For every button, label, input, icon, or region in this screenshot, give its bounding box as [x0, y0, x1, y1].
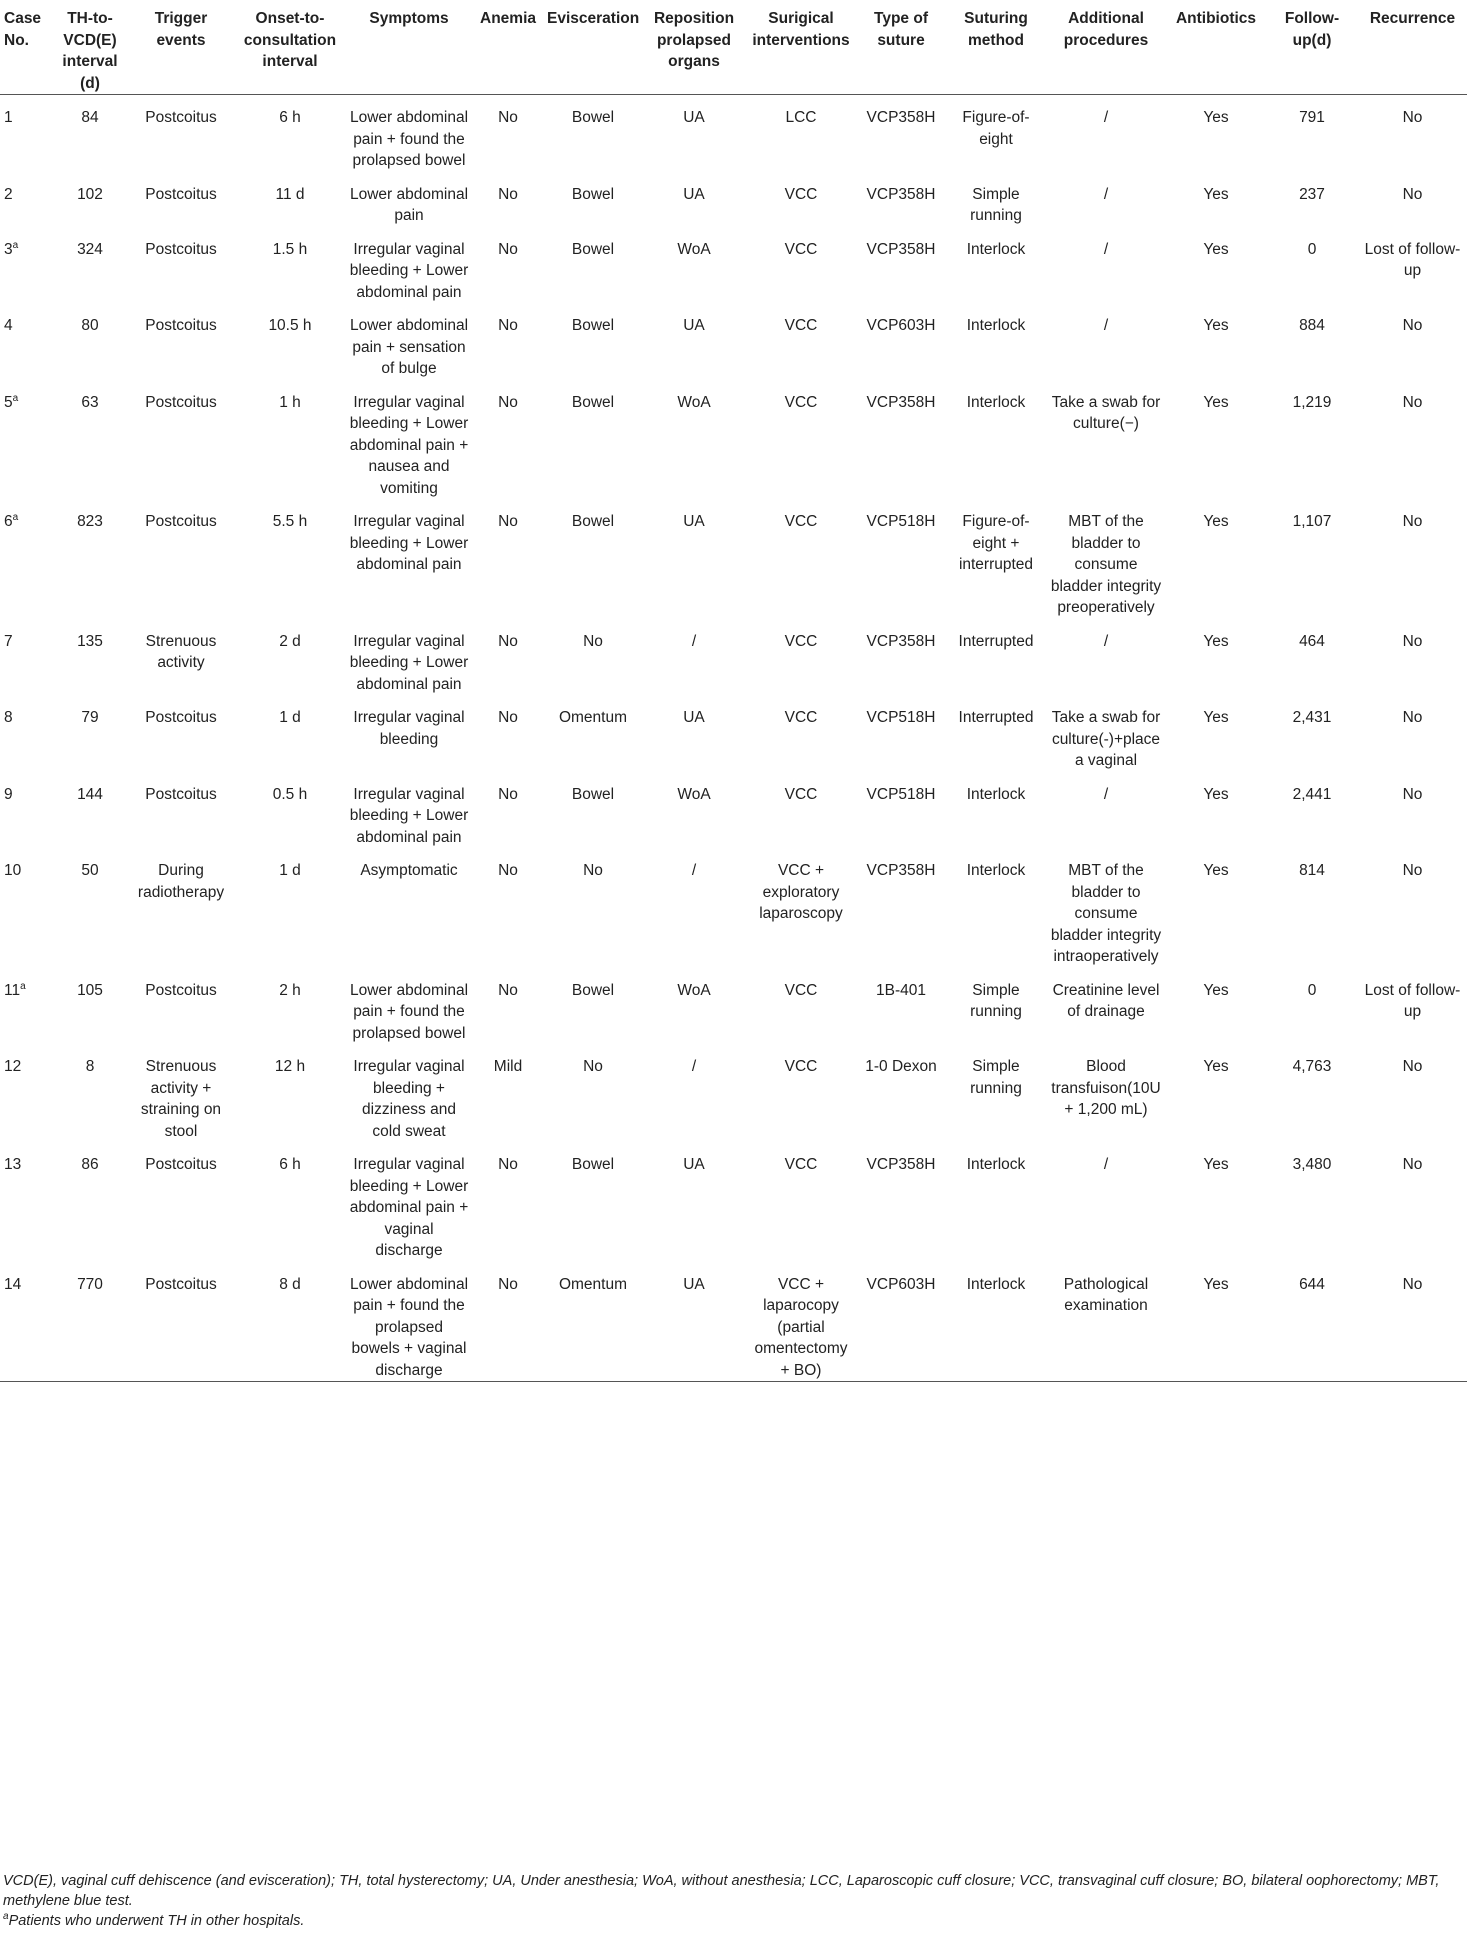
case-number-cell	[0, 172, 52, 227]
table-cell: Lower abdominal pain + found the prolapsed bowels + vaginal discharge	[346, 1262, 472, 1382]
column-header: Follow-up(d)	[1266, 0, 1358, 95]
table-cell: Bowel	[571, 513, 615, 530]
column-header: Onset-to-consultation interval	[234, 0, 346, 95]
superscript-mark: a	[12, 511, 19, 523]
table-cell: 50	[81, 862, 99, 879]
table-cell: Postcoitus	[145, 317, 217, 334]
table-cell: Postcoitus	[145, 393, 217, 411]
header-row	[0, 0, 1467, 95]
table-cell: 4,763	[1292, 1058, 1332, 1075]
table-cell: 6 h	[279, 109, 301, 126]
table-cell: 2,431	[1292, 709, 1332, 726]
table-cell: 102	[77, 185, 103, 203]
case-number: 14	[4, 1275, 22, 1293]
abbreviations-note: VCD(E), vaginal cuff dehiscence (and evisceration); TH, total hysterectomy; UA, Under anesthesia; WoA, without anesthesia; LCC, Laparoscopic cuff closure; VCC, transvaginal cuff closure; BO, bilateral oophorectomy; MBT, methylene blue test.	[3, 1873, 1440, 1909]
column-header: Reposition prolapsed organs	[642, 0, 746, 95]
table-cell: UA	[683, 185, 705, 203]
table-cell: WoA	[677, 393, 711, 411]
table-cell: Interlock	[966, 317, 1026, 334]
table-cell: 814	[1299, 862, 1325, 879]
table-cell: Yes	[1203, 785, 1229, 803]
table-cell: Simple running	[970, 1058, 1022, 1097]
table-cell: /	[1103, 632, 1109, 650]
table-cell: 86	[81, 1156, 99, 1173]
table-cell: WoA	[677, 785, 711, 803]
table-cell: No	[1402, 109, 1423, 126]
table-cell: Bowel	[571, 981, 615, 999]
case-number: 10	[4, 862, 22, 879]
superscript-mark: a	[12, 392, 19, 404]
table-cell: 823	[77, 513, 103, 530]
table-cell: UA	[683, 513, 705, 530]
table-cell: 5.5 h	[272, 513, 308, 530]
table-cell: No	[1402, 632, 1423, 650]
table-cell: Omentum	[558, 709, 628, 726]
table-cell: UA	[683, 709, 705, 726]
table-row	[0, 772, 1467, 849]
column-header: Suturing method	[946, 0, 1046, 95]
table-row	[0, 303, 1467, 380]
table-cell: VCC	[784, 632, 818, 650]
table-cell: Yes	[1203, 862, 1229, 879]
table-cell: /	[691, 1058, 697, 1075]
table-cell: Interlock	[966, 862, 1026, 879]
table-row	[0, 380, 1467, 500]
table-cell: /	[1103, 1156, 1109, 1173]
case-number: 9	[4, 785, 13, 803]
table-cell: No	[472, 1262, 544, 1382]
table-cell: 1 h	[279, 393, 301, 411]
table-cell: UA	[683, 109, 705, 126]
table-cell: Yes	[1203, 240, 1229, 258]
table-cell: /	[1103, 109, 1109, 126]
table-cell: Yes	[1203, 109, 1229, 126]
table-cell: Irregular vaginal bleeding + Lower abdominal pain + vaginal discharge	[349, 1156, 469, 1259]
table-cell: 105	[77, 981, 103, 999]
table-cell: Irregular vaginal bleeding + Lower abdominal pain	[349, 240, 469, 301]
table-cell: 464	[1299, 632, 1325, 650]
table-cell: No	[498, 709, 518, 726]
table-cell: No	[1402, 709, 1423, 726]
table-cell: Irregular vaginal bleeding + dizziness and cold sweat	[353, 1058, 465, 1140]
table-row	[0, 848, 1467, 968]
table-cell: Bowel	[571, 185, 615, 203]
case-number: 1	[4, 109, 13, 126]
table-cell: VCP358H	[866, 185, 936, 203]
case-number-cell	[0, 380, 52, 500]
table-cell: No	[1402, 513, 1423, 530]
table-cell: 10.5 h	[268, 317, 312, 334]
superscript-mark: a	[3, 1911, 9, 1923]
table-cell: Yes	[1166, 1262, 1266, 1382]
table-cell: UA	[642, 1262, 746, 1382]
table-cell: 644	[1266, 1262, 1358, 1382]
table-cell: Interlock	[966, 393, 1026, 411]
table-cell: 79	[81, 709, 99, 726]
table-cell: Bowel	[571, 240, 615, 258]
table-cell: 1B-401	[876, 981, 926, 999]
column-header: Anemia	[472, 0, 544, 95]
table-cell: VCC + laparocopy (partial omentectomy + BO)	[746, 1262, 856, 1382]
table-cell: Bowel	[571, 317, 615, 334]
column-header: Trigger events	[128, 0, 234, 95]
column-header: Type of suture	[856, 0, 946, 95]
table-cell: Figure-of-eight + interrupted	[958, 513, 1034, 573]
case-number-cell	[0, 848, 52, 968]
case-number-cell	[0, 1262, 52, 1382]
table-cell: WoA	[677, 981, 711, 999]
table-cell: Simple running	[970, 981, 1022, 1020]
table-cell: 8	[85, 1058, 95, 1075]
table-cell: 6 h	[279, 1156, 301, 1173]
column-header: Evisceration	[544, 0, 642, 95]
column-header: Additional procedures	[1046, 0, 1166, 95]
column-header: Antibiotics	[1166, 0, 1266, 95]
column-header: Case No.	[0, 0, 52, 95]
table-cell: No	[1358, 1262, 1467, 1382]
table-cell: Postcoitus	[145, 513, 217, 530]
table-row	[0, 619, 1467, 696]
table-cell: Irregular vaginal bleeding	[353, 709, 465, 748]
table-cell: VCP603H	[856, 1262, 946, 1382]
table-cell: Lower abdominal pain	[349, 185, 469, 224]
table-cell: /	[1103, 240, 1109, 258]
table-cell: 1-0 Dexon	[865, 1058, 937, 1075]
table-cell: Yes	[1203, 632, 1229, 650]
case-number: 11	[4, 981, 21, 999]
case-number-cell	[0, 95, 52, 172]
table-cell: During radiotherapy	[137, 862, 225, 901]
column-header: Symptoms	[346, 0, 472, 95]
table-cell: MBT of the bladder to consume bladder integrity preoperatively	[1050, 513, 1162, 616]
table-cell: Interlock	[946, 1262, 1046, 1382]
table-row	[0, 1142, 1467, 1262]
table-cell: 84	[81, 109, 99, 126]
table-cell: VCC	[784, 709, 818, 726]
table-cell: No	[498, 109, 518, 126]
table-cell: 1,219	[1292, 393, 1332, 411]
table-cell: VCP518H	[866, 513, 936, 530]
table-cell: 1.5 h	[272, 240, 308, 258]
table-cell: /	[691, 862, 697, 879]
table-cell: /	[1103, 785, 1109, 803]
table-cell: VCC + exploratory laparoscopy	[759, 862, 843, 922]
table-cell: Mild	[493, 1058, 523, 1075]
table-cell: No	[1402, 393, 1423, 411]
table-cell: VCC	[784, 317, 818, 334]
table-cell: 1 d	[279, 709, 301, 726]
table-cell: UA	[683, 317, 705, 334]
table-cell: No	[498, 785, 518, 803]
case-number-cell	[0, 1044, 52, 1142]
table-row	[0, 968, 1467, 1045]
table-cell: Strenuous activity + straining on stool	[140, 1058, 222, 1140]
table-cell: No	[498, 240, 518, 258]
table-cell: No	[498, 513, 518, 530]
case-number: 6	[4, 513, 13, 530]
table-cell: 0.5 h	[272, 785, 308, 803]
table-cell: Postcoitus	[145, 981, 217, 999]
table-row	[0, 499, 1467, 619]
superscript-mark: a	[20, 980, 26, 992]
table-cell: Yes	[1203, 513, 1229, 530]
table-cell: Postcoitus	[145, 709, 217, 726]
table-cell: 8 d	[234, 1262, 346, 1382]
table-row	[0, 695, 1467, 772]
table-cell: 144	[77, 785, 103, 803]
table-cell: VCC	[784, 785, 818, 803]
table-row	[0, 1262, 1467, 1382]
table-cell: 2 h	[279, 981, 301, 999]
table-cell: Lower abdominal pain + found the prolapsed bowel	[349, 981, 469, 1042]
table-cell: Strenuous activity	[145, 632, 217, 671]
table-cell: No	[1402, 185, 1423, 203]
table-cell: Pathological examination	[1046, 1262, 1166, 1382]
table-cell: Omentum	[544, 1262, 642, 1382]
table-cell: /	[691, 632, 697, 650]
case-number-cell	[0, 695, 52, 772]
case-number-cell	[0, 968, 52, 1045]
table-cell: WoA	[677, 240, 711, 258]
table-cell: LCC	[785, 109, 817, 126]
table-cell: Interlock	[966, 1156, 1026, 1173]
table-cell: Postcoitus	[145, 240, 217, 258]
table-cell: 2 d	[279, 632, 301, 650]
table-cell: UA	[683, 1156, 705, 1173]
table-cell: No	[498, 632, 518, 650]
table-cell: Yes	[1203, 393, 1229, 411]
table-cell: Yes	[1203, 185, 1229, 203]
table-cell: 0	[1307, 981, 1317, 999]
table-cell: Postcoitus	[145, 785, 217, 803]
table-cell: 12 h	[274, 1058, 306, 1075]
case-number: 12	[4, 1058, 22, 1075]
table-cell: Yes	[1203, 1058, 1229, 1075]
table-cell: No	[498, 317, 518, 334]
table-cell: Bowel	[571, 785, 615, 803]
case-number: 5	[4, 393, 13, 411]
table-cell: 3,480	[1292, 1156, 1332, 1173]
table-cell: 135	[77, 632, 103, 650]
table-cell: Interlock	[966, 240, 1026, 258]
table-row	[0, 1044, 1467, 1142]
table-cell: VCP358H	[866, 862, 936, 879]
table-cell: Blood transfuison(10U + 1,200 mL)	[1051, 1058, 1161, 1118]
superscript-note	[3, 1911, 1458, 1931]
footnotes	[3, 1871, 1458, 1931]
table-cell: VCC	[784, 981, 818, 999]
column-header: Surigical interventions	[746, 0, 856, 95]
table-cell: No	[498, 393, 518, 411]
table-cell: Asymptomatic	[360, 862, 458, 879]
table-row	[0, 172, 1467, 227]
table-cell: No	[498, 185, 518, 203]
table-cell: No	[498, 862, 518, 879]
case-number: 7	[4, 632, 13, 650]
table-cell: Interlock	[966, 785, 1026, 803]
case-number-cell	[0, 1142, 52, 1262]
case-number-cell	[0, 303, 52, 380]
table-cell: No	[1402, 317, 1423, 334]
table-cell: Figure-of-eight	[962, 109, 1030, 148]
case-number: 2	[4, 185, 13, 203]
table-cell: VCP358H	[866, 109, 936, 126]
table-cell: VCP518H	[866, 785, 936, 803]
table-cell: Postcoitus	[145, 109, 217, 126]
table-cell: VCC	[784, 185, 818, 203]
table-row	[0, 95, 1467, 172]
table-cell: Simple running	[970, 185, 1022, 224]
table-cell: Lower abdominal pain + found the prolapsed bowel	[349, 109, 469, 169]
table-cell: No	[1402, 1156, 1423, 1173]
table-cell: Take a swab for culture(-)+place a vaginal	[1051, 709, 1161, 769]
table-cell: 884	[1299, 317, 1325, 334]
table-cell: 11 d	[275, 185, 305, 203]
table-cell: 791	[1299, 109, 1325, 126]
table-cell: Lower abdominal pain + sensation of bulge	[349, 317, 469, 377]
table-cell: Interrupted	[958, 709, 1034, 726]
table-cell: Bowel	[571, 393, 615, 411]
case-number: 13	[4, 1156, 22, 1173]
table-cell: VCP518H	[866, 709, 936, 726]
table-cell: Lost of follow-up	[1364, 240, 1461, 279]
table-cell: 63	[81, 393, 99, 411]
table-cell: No	[583, 632, 603, 650]
column-header: TH-to-VCD(E) interval (d)	[52, 0, 128, 95]
table-cell: Bowel	[571, 1156, 615, 1173]
table-cell: MBT of the bladder to consume bladder integrity intraoperatively	[1050, 862, 1162, 965]
table-row	[0, 227, 1467, 304]
superscript-note-text: Patients who underwent TH in other hospitals.	[8, 1913, 305, 1929]
table-cell: Lost of follow-up	[1364, 981, 1461, 1020]
table-cell: VCC	[784, 1058, 818, 1075]
case-number-cell	[0, 772, 52, 849]
table-cell: Postcoitus	[145, 1156, 217, 1173]
table-cell: 1,107	[1292, 513, 1332, 530]
table-cell: Yes	[1203, 981, 1229, 999]
case-number-cell	[0, 227, 52, 304]
column-header: Recurrence	[1358, 0, 1467, 95]
table-cell: No	[583, 862, 603, 879]
table-cell: No	[1402, 862, 1423, 879]
table-cell: Postcoitus	[128, 1262, 234, 1382]
table-cell: Yes	[1203, 317, 1229, 334]
table-cell: VCC	[784, 393, 818, 411]
table-cell: VCP358H	[866, 632, 936, 650]
case-number-cell	[0, 619, 52, 696]
case-number: 4	[4, 317, 13, 334]
table-cell: Yes	[1203, 1156, 1229, 1173]
table-cell: Postcoitus	[145, 185, 217, 203]
table-cell: 237	[1299, 185, 1325, 203]
table-cell: VCP358H	[866, 1156, 936, 1173]
table-cell: No	[1402, 785, 1423, 803]
table-cell: Yes	[1203, 709, 1229, 726]
table-cell: No	[583, 1058, 603, 1075]
table-cell: VCP358H	[866, 240, 936, 258]
table-cell: /	[1103, 185, 1109, 203]
case-number-cell	[0, 499, 52, 619]
table-cell: Irregular vaginal bleeding + Lower abdominal pain	[349, 513, 469, 573]
case-number: 3	[4, 240, 13, 258]
table-cell: 770	[52, 1262, 128, 1382]
table-cell: VCP358H	[866, 393, 936, 411]
table-cell: Take a swab for culture(−)	[1051, 393, 1161, 432]
table-cell: VCC	[784, 1156, 818, 1173]
table-cell: Bowel	[571, 109, 615, 126]
table-cell: 2,441	[1292, 785, 1332, 803]
table-cell: VCP603H	[866, 317, 936, 334]
table-cell: No	[1402, 1058, 1423, 1075]
table-body	[0, 95, 1467, 1382]
table-cell: 0	[1307, 240, 1317, 258]
table-cell: VCC	[784, 240, 818, 258]
table-cell: 80	[81, 317, 99, 334]
table-cell: Creatinine level of drainage	[1052, 981, 1160, 1020]
table-cell: /	[1103, 317, 1109, 334]
table-cell: Irregular vaginal bleeding + Lower abdominal pain	[349, 632, 469, 693]
table-cell: Irregular vaginal bleeding + Lower abdominal pain + nausea and vomiting	[349, 393, 469, 497]
table-cell: Interrupted	[958, 632, 1034, 650]
superscript-mark: a	[12, 239, 19, 251]
table-cell: No	[498, 1156, 518, 1173]
case-number: 8	[4, 709, 13, 726]
table-cell: 1 d	[279, 862, 301, 879]
table-cell: Irregular vaginal bleeding + Lower abdominal pain	[349, 785, 469, 846]
table-cell: VCC	[784, 513, 818, 530]
table-cell: 324	[77, 240, 103, 258]
table-cell: No	[498, 981, 518, 999]
